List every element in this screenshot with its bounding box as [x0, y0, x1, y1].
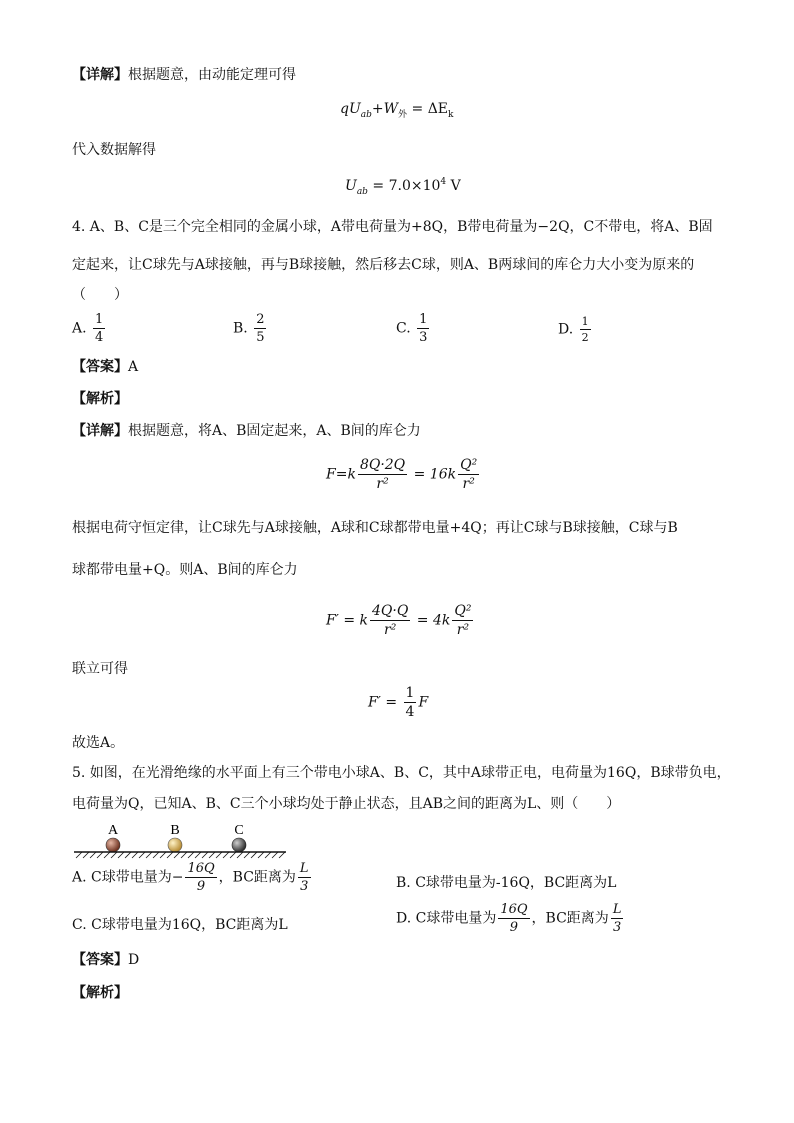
detail-text: 根据题意，将A、B固定起来，A、B间的库仑力: [128, 423, 421, 439]
q5-option-a[interactable]: [72, 862, 313, 893]
eq-unit: V: [446, 178, 461, 194]
q4-force-prime-equation: [326, 604, 475, 637]
eq-subscript: ab: [360, 110, 372, 120]
eq-rhs: = 7.0×10: [367, 178, 441, 194]
option-label: C.: [396, 320, 411, 337]
eq-operator: +: [371, 101, 384, 117]
detail-label: 【详解】: [72, 67, 128, 83]
q3-substitute: 代入数据解得: [72, 142, 156, 158]
eq-fraction: $\frac{8Q\cdot 2Q}{\text{r²}}$: [359, 457, 406, 492]
eq-subscript: 外: [398, 110, 408, 120]
q4-stem-line-1: 4. A、B、C是三个完全相同的金属小球，A带电荷量为+8Q，B带电荷量为−2Q，C不带电，将A、B固: [72, 219, 713, 235]
q5-analysis-label: [72, 986, 128, 1000]
q4-option-c[interactable]: [396, 313, 431, 344]
answer-label: 【答案】: [72, 359, 128, 375]
q4-final-equation: [368, 686, 428, 719]
option-fraction: $\frac{16Q}{9}$: [187, 861, 215, 894]
detail-text: 根据题意，由动能定理可得: [128, 67, 296, 83]
analysis-label: 【解析】: [72, 391, 128, 407]
option-text: ，BC距离为: [531, 910, 609, 927]
q4-force-equation: [326, 458, 481, 491]
q4-choose: 故选A。: [72, 735, 125, 751]
eq-fraction: $\frac{1}{4}$: [405, 685, 415, 720]
q4-paragraph-line-2: 球都带电量+Q。则A、B间的库仑力: [72, 562, 298, 578]
q4-combine: 联立可得: [72, 661, 128, 677]
q4-stem-line-2: 定起来，让C球先与A球接触，再与B球接触，然后移去C球，则A、B两球间的库仑力大小变为原来的: [72, 257, 695, 273]
eq-lhs: F=k: [326, 466, 356, 483]
q5-option-d[interactable]: [396, 903, 625, 934]
ball-a: [106, 838, 120, 852]
q5-figure: [72, 818, 290, 860]
option-fraction: $\frac{L}{3}$: [299, 861, 309, 894]
q4-analysis-label: [72, 392, 128, 406]
eq-mid: = 4k: [412, 612, 451, 629]
q4-paragraph-line-1: 根据电荷守恒定律，让C球先与A球接触，A球和C球都带电量+4Q；再让C球与B球接触，C球与B: [72, 520, 678, 536]
option-fraction: $\frac{16Q}{9}$: [500, 902, 528, 935]
option-fraction: $\frac{L}{3}$: [612, 902, 622, 935]
eq-lhs: F′ =: [368, 694, 402, 711]
option-fraction: $\frac{1}{3}$: [419, 312, 428, 345]
ground-hatching: [76, 852, 285, 858]
q4-answer: [72, 360, 138, 374]
eq-symbol: q: [340, 101, 349, 117]
eq-lhs: F′ = k: [326, 612, 369, 629]
eq-symbol: U: [348, 101, 361, 117]
answer-value: A: [128, 359, 139, 375]
option-fraction: $\frac{1}{4}$: [95, 312, 104, 345]
option-label: A.: [72, 320, 87, 337]
ball-label-b: B: [170, 823, 180, 838]
q5-stem-line-1: 5. 如图，在光滑绝缘的水平面上有三个带电小球A、B、C，其中A球带正电，电荷量为16Q，B球带负电，: [72, 765, 731, 781]
eq-fraction: $\frac{\text{Q²}}{\text{r²}}$: [454, 603, 472, 638]
ball-label-a: A: [107, 823, 119, 838]
q5-option-c[interactable]: C. C球带电量为16Q，BC距离为L: [72, 917, 288, 933]
ball-label-c: C: [234, 823, 244, 838]
q4-option-b[interactable]: [233, 313, 268, 344]
option-fraction: $\frac{2}{5}$: [256, 312, 265, 345]
option-fraction: $\frac{1}{2}$: [581, 315, 589, 344]
q3-detail: [72, 68, 296, 82]
q4-option-a[interactable]: [72, 313, 107, 344]
option-text: D. C球带电量为: [396, 910, 497, 927]
eq-fraction: $\frac{\text{Q²}}{\text{r²}}$: [460, 457, 478, 492]
eq-symbol: U: [345, 178, 357, 194]
eq-mid: = 16k: [409, 466, 457, 483]
q3-equation-2: [345, 178, 461, 197]
answer-value: D: [128, 952, 140, 968]
q5-stem-line-2: 电荷量为Q，已知A、B、C三个小球均处于静止状态，且AB之间的距离为L、则（ ）: [72, 796, 621, 812]
answer-label: 【答案】: [72, 952, 128, 968]
option-text: A. C球带电量为−: [72, 869, 184, 886]
q5-answer: [72, 953, 139, 967]
detail-label: 【详解】: [72, 423, 128, 439]
eq-operator: = ΔE: [407, 101, 449, 117]
eq-subscript: k: [448, 110, 454, 120]
eq-symbol: W: [383, 101, 399, 117]
eq-fraction: $\frac{4Q\cdot Q}{\text{r²}}$: [372, 603, 409, 638]
eq-subscript: ab: [356, 187, 368, 197]
q4-option-d[interactable]: [558, 316, 593, 343]
eq-exponent: 4: [440, 177, 447, 187]
ball-c: [232, 838, 246, 852]
option-label: D.: [558, 321, 574, 338]
eq-rhs: F: [418, 694, 429, 711]
ball-b: [168, 838, 182, 852]
q5-option-b[interactable]: B. C球带电量为-16Q，BC距离为L: [396, 875, 617, 891]
analysis-label: 【解析】: [72, 985, 128, 1001]
option-text: ，BC距离为: [218, 869, 296, 886]
q4-stem-line-3: （ ）: [72, 287, 128, 303]
q4-detail: [72, 424, 421, 438]
q3-equation-1: [340, 102, 454, 120]
option-label: B.: [233, 320, 248, 337]
